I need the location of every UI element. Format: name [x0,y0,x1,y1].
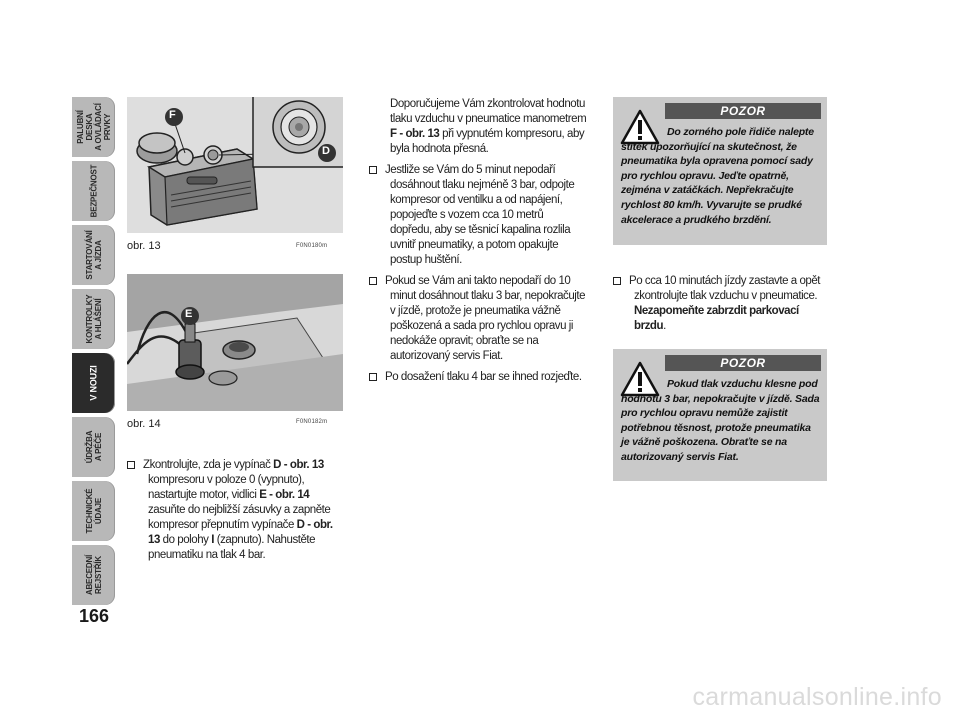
tab-rejstrik[interactable] [72,545,115,605]
warning-text: Pokud tlak vzduchu klesne pod hodnotu 3 bar, nepokračujte v jízdě. Sada pro rychlou opravu nemůže zajistit potřebnou těsnost, protože pneumatika je vážně poškozena. Obraťte se na autorizovaný servis Fiat. [621,378,820,463]
tab-kontrolky[interactable] [72,289,115,349]
figure-code: F0N0182m [296,419,328,425]
step-service: Pokud se Vám ani takto nepodaří do 10 minut dosáhnout tlaku 3 bar, nepokračujte v jízdě, protože je pneumatika vážně poškozená a sada pro rychlou opravu ji nedokáže opravit; obraťte se na autorizovaný servis Fiat. [369,274,587,364]
socket-illustration [127,274,343,411]
step-switch-on: Zkontrolujte, zda je vypínač D - obr. 13 kompresoru v poloze 0 (vypnuto), nastartujte motor, vidlici E - obr. 14 zasuňte do nejbližší zásuvky a zapněte kompresor přepnutím vypínače D - obr. 13 do polohy I (zapnuto). Nahustěte pneumatiku na tlak 4 bar. [127,458,343,563]
figure-compressor [127,97,343,233]
bullet-icon [369,166,377,174]
bullet-icon [613,277,621,285]
tab-udrzba[interactable] [72,417,115,477]
tab-startovani[interactable] [72,225,115,285]
column-3-text [613,274,827,340]
warning-text: Do zorného pole řidiče nalepte štítek upozorňující na skutečnost, že pneumatika byla opravena pomocí sady pro rychlou opravu. Jeďte opatrně, zejména v zatáčkách. Nepřekračujte rychlost 80 km/h. Vyvarujte se prudké akcelerace a prudkého brzdění. [621,126,814,226]
tab-label: KONTROLKY A HLÁŠENÍ [84,294,103,344]
tab-label: BEZPEČNOST [89,164,98,218]
step-retry: Jestliže se Vám do 5 minut nepodaří dosáhnout tlaku nejméně 3 bar, odpojte kompresor od ventilku a od napájení, popojeďte s vozem cca 10 metrů dopředu, aby se těsnicí kapalina rozlila uvnitř pneumatiky, a potom opakujte postup huštění. [369,163,587,268]
callout-e: E [185,308,193,320]
bullet-icon [369,277,377,285]
figure-code: F0N0180m [296,243,328,249]
warning-title: POZOR [665,103,821,119]
column-2 [369,97,587,391]
warning-title: POZOR [665,355,821,371]
step-drive: Po dosažení tlaku 4 bar se ihned rozjeďte. [369,370,587,385]
tab-label: V NOUZI [88,365,98,401]
tab-v-nouzi[interactable] [72,353,115,413]
tab-label: STARTOVÁNÍ A JÍZDA [84,230,103,280]
callout-f: F [169,109,176,121]
tab-technicke-udaje[interactable] [72,481,115,541]
tab-bezpecnost[interactable] [72,161,115,221]
warning-box-sticker [613,97,827,245]
compressor-illustration [127,97,343,233]
bullet-icon [369,373,377,381]
step-recheck: Po cca 10 minutách jízdy zastavte a opět zkontrolujte tlak vzduchu v pneumatice. Nezapomeňte zabrzdit parkovací brzdu. [613,274,827,334]
figure-caption: obr. 14 [127,418,161,430]
tab-label: PALUBNÍ DESKA A OVLÁDACÍ PRVKY [75,103,112,151]
column-1 [127,458,343,569]
callout-d: D [322,145,330,157]
tab-palubni-deska[interactable] [72,97,115,157]
figure-socket [127,274,343,411]
warning-box-pressure [613,349,827,481]
intro-paragraph: Doporučujeme Vám zkontrolovat hodnotu tlaku vzduchu v pneumatice manometrem F - obr. 13 při vypnutém kompresoru, aby byla hodnota přesná. [390,98,587,155]
tab-label: ÚDRŽBA A PÉČE [84,430,103,464]
watermark: carmanualsonline.info [692,683,942,711]
page-number: 166 [78,606,110,626]
tab-label: TECHNICKÉ ÚDAJE [84,488,103,534]
tab-label: ABECEDNÍ REJSTŘÍK [84,554,103,596]
figure-caption: obr. 13 [127,240,161,252]
bullet-icon [127,461,135,469]
